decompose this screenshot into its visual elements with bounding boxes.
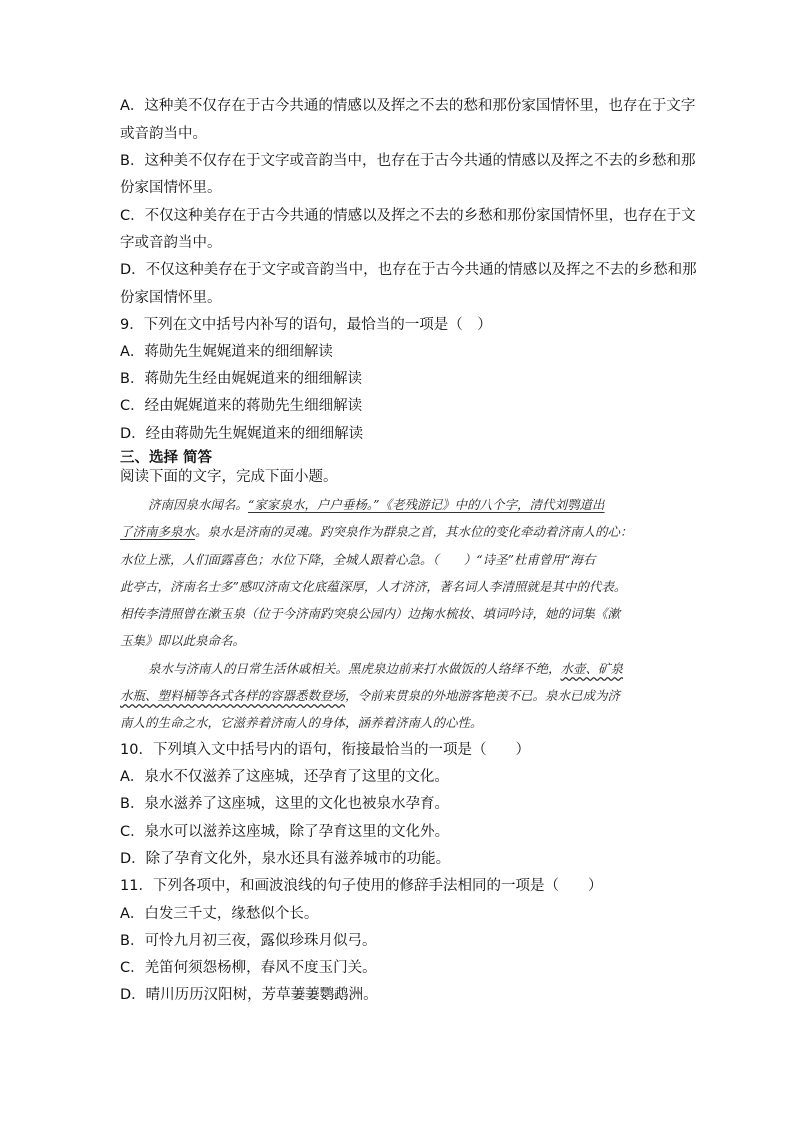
underlined-sentence-end: 了济南多泉水 [120, 524, 196, 539]
passage-text: 。泉水是济南的灵魂。趵突泉作为群泉之首，其水位的变化牵动着济南人的心： [195, 524, 633, 539]
q8-option-a-line2: 或音韵当中。 [120, 126, 207, 142]
wavy-underlined-sentence-end: 水瓶、塑料桶等各式各样的容器悉数登场 [120, 688, 346, 703]
passage-p1-line4: 此亭古，济南名士多”感叹济南文化底蕴深厚，人才济济，著名词人李清照就是其中的代表。 [120, 579, 627, 594]
section-title: 三、选择 简答 [120, 450, 213, 466]
q10-option-d: D．除了孕育文化外，泉水还具有滋养城市的功能。 [120, 851, 451, 867]
q9-option-a: A．蒋勋先生娓娓道来的细细解读 [120, 344, 333, 360]
q11-option-c: C．羌笛何须怨杨柳，春风不度玉门关。 [120, 960, 377, 976]
passage-p2-line1 [148, 659, 623, 679]
q10-option-c: C．泉水可以滋养这座城，除了孕育这里的文化外。 [120, 824, 450, 840]
passage-p2-line2 [120, 686, 620, 706]
q11-option-b: B．可怜九月初三夜，露似珍珠月似弓。 [120, 933, 377, 949]
underlined-sentence: “家家泉水，户户垂杨。”《老残游记》中的八个字，清代刘鹗道出 [248, 497, 605, 512]
q9-option-c: C．经由娓娓道来的蒋勋先生细细解读 [120, 398, 363, 414]
q9-option-b: B．蒋勋先生经由娓娓道来的细细解读 [120, 371, 362, 387]
passage-p1-line3: 水位上涨，人们面露喜色；水位下降，全城人跟着心急。（ ）“诗圣”杜甫曾用“海右 [120, 552, 596, 567]
q11-option-a: A．白发三千丈，缘愁似个长。 [120, 906, 319, 922]
q9-option-d: D．经由蒋勋先生娓娓道来的细细解读 [120, 426, 364, 442]
q10-stem: 10．下列填入文中括号内的语句，衔接最恰当的一项是（ ） [120, 742, 530, 758]
passage-text: ，令前来贯泉的外地游客艳羡不已。泉水已成为济 [345, 688, 621, 703]
q8-option-c-line2: 字或音韵当中。 [120, 235, 222, 251]
passage-p1-line1 [148, 495, 605, 515]
passage-p2-line3: 南人的生命之水，它滋养着济南人的身体，涵养着济南人的心性。 [120, 715, 483, 730]
q8-option-a-line1: A．这种美不仅存在于古今共通的情感以及挥之不去的愁和那份家国情怀里，也存在于文字 [120, 98, 696, 114]
passage-p1-line5: 相传李清照曾在漱玉泉（位于今济南趵突泉公园内）边掬水梳妆、填词吟诗，她的词集《漱 [120, 606, 621, 621]
section-instruction: 阅读下面的文字，完成下面小题。 [120, 469, 338, 485]
q11-stem: 11．下列各项中，和画波浪线的句子使用的修辞手法相同的一项是（ ） [120, 878, 603, 894]
passage-text: 济南因泉水闻名。 [148, 497, 249, 512]
q10-option-b: B．泉水滋养了这座城，这里的文化也被泉水孕育。 [120, 796, 449, 812]
q10-option-a: A．泉水不仅滋养了这座城，还孕育了这里的文化。 [120, 769, 449, 785]
q8-option-b-line2: 份家国情怀里。 [120, 180, 222, 196]
q8-option-d-line1: D．不仅这种美存在于文字或音韵当中，也存在于古今共通的情感以及挥之不去的乡愁和那 [120, 262, 697, 278]
q11-option-d: D．晴川历历汉阳树，芳草萋萋鹦鹉洲。 [120, 987, 378, 1003]
q8-option-b-line1: B．这种美不仅存在于文字或音韵当中，也存在于古今共通的情感以及挥之不去的乡愁和那 [120, 153, 696, 169]
q8-option-d-line2: 份家国情怀里。 [120, 290, 222, 306]
passage-text: 泉水与济南人的日常生活休戚相关。黑虎泉边前来打水做饭的人络绎不绝， [148, 661, 561, 676]
q8-option-c-line1: C．不仅这种美存在于古今共通的情感以及挥之不去的乡愁和那份家国情怀里，也存在于文 [120, 208, 696, 224]
passage-p1-line6: 玉集》即以此泉命名。 [120, 633, 246, 648]
wavy-underlined-sentence: 水壶、矿泉 [560, 661, 624, 676]
q9-stem: 9．下列在文中括号内补写的语句，最恰当的一项是（ ） [120, 317, 492, 333]
passage-p1-line2 [120, 522, 633, 542]
